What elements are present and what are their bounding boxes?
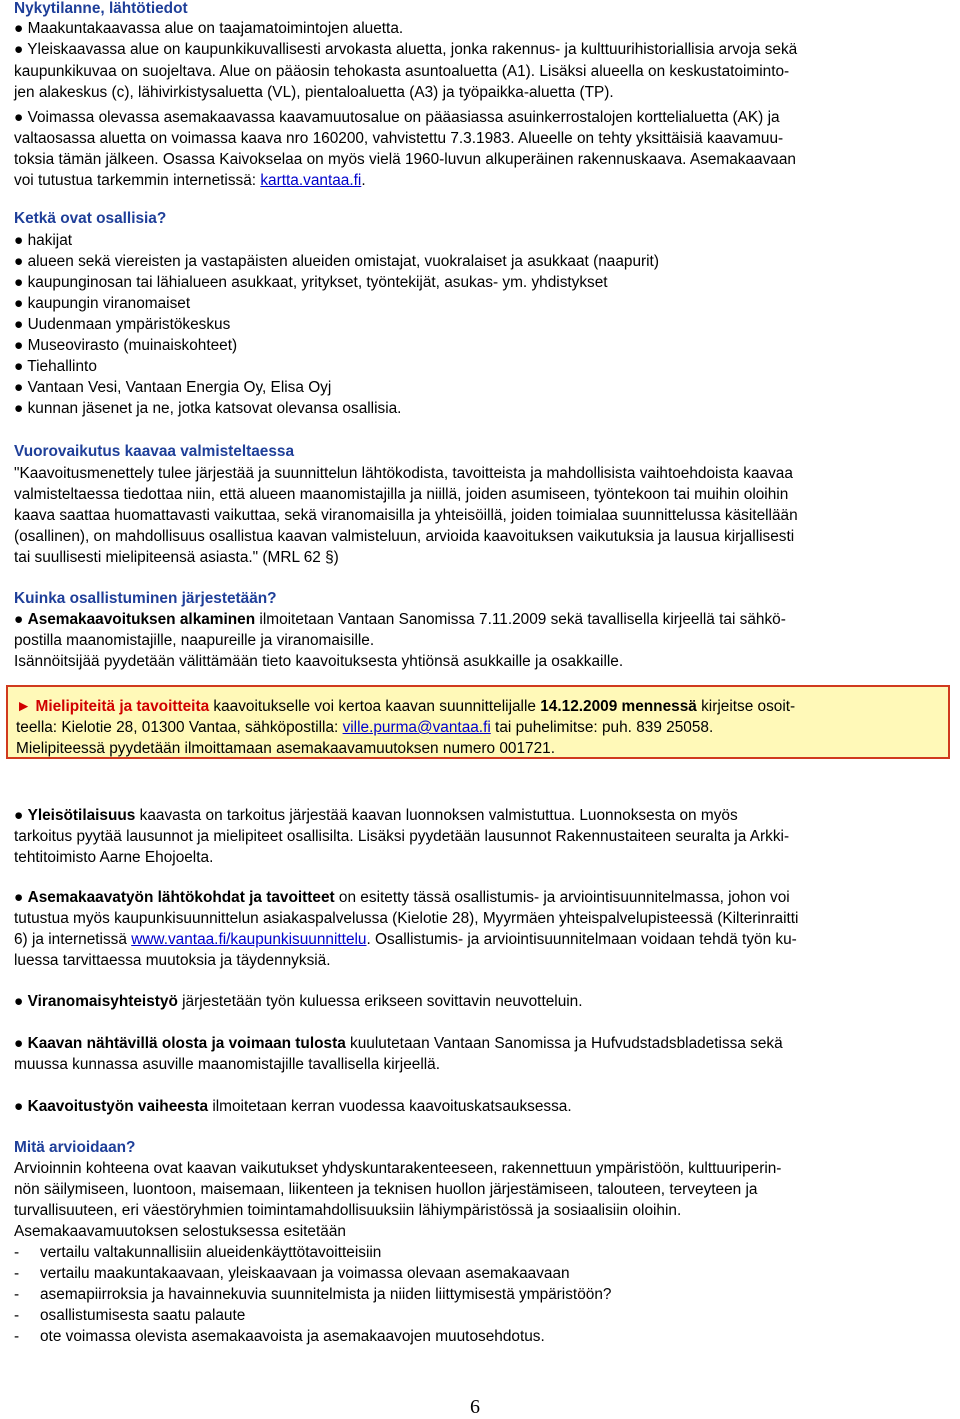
paragraph-line: jen alakeskus (c), lähivirkistysaluetta (VL), pientaloaluetta (A3) ja työpaikka-aluetta (TP).	[14, 84, 614, 101]
heading-vuorovaikutus: Vuorovaikutus kaavaa valmisteltaessa	[14, 443, 295, 460]
paragraph-line: tutustua myös kaupunkisuunnittelun asiakaspalvelussa (Kielotie 28), Myyrmäen yhteispalvelupisteessä (Kilterinraitti	[14, 910, 799, 927]
paragraph-line: toksia tämän jälkeen. Osassa Kaivokselaa on myös vielä 1960-luvun alkuperäinen rakennuskaava. Asemakaavaan	[14, 151, 796, 168]
callout-line: Mielipiteessä pyydetään ilmoittamaan asemakaavamuutoksen numero 001721.	[16, 740, 555, 757]
paragraph-line: muussa kunnassa asuville maanomistajille tavallisella kirjeellä.	[14, 1056, 441, 1073]
deadline: 14.12.2009 mennessä	[540, 698, 697, 715]
paragraph-line: ● Voimassa olevassa asemakaavassa kaavamuutosalue on pääasiassa asuinkerrostalojen korttelialuetta (AK) ja	[14, 109, 780, 126]
text-span: tai puhelimitse: puh. 839 25058.	[490, 719, 714, 736]
dash-marker: -	[14, 1265, 20, 1282]
paragraph-line: valtaosassa aluetta on voimassa kaava nro 160200, vahvistettu 7.3.1983. Alueelle on tehty yksittäisiä kaavamuu-	[14, 130, 784, 147]
text-span: kaavoitukselle voi kertoa kaavan suunnittelijalle	[209, 698, 541, 715]
quote-line: tai suullisesti mielipiteensä asiasta." (MRL 62 §)	[14, 549, 339, 566]
bold-lead: Asemakaavoituksen alkaminen	[27, 611, 256, 628]
list-item: ● Uudenmaan ympäristökeskus	[14, 316, 231, 333]
heading-osallistuminen: Kuinka osallistuminen järjestetään?	[14, 590, 277, 607]
dash-item-text: asemapiirroksia ja havainnekuvia suunnitelmista ja niiden liittymisestä ympäristöön?	[40, 1286, 612, 1303]
list-item: ● Tiehallinto	[14, 358, 97, 375]
text-span: voi tutustua tarkemmin internetissä:	[14, 172, 261, 189]
dash-item-text: vertailu maakuntakaavaan, yleiskaavaan ja voimassa olevaan asemakaavaan	[40, 1265, 570, 1282]
bold-lead: Viranomaisyhteistyö	[27, 993, 178, 1010]
paragraph-line	[14, 610, 786, 630]
paragraph-line	[14, 1034, 783, 1054]
text-span: ilmoitetaan kerran vuodessa kaavoituskatsauksessa.	[208, 1098, 572, 1115]
email-link[interactable]: ville.purma@vantaa.fi	[342, 719, 491, 736]
text-span: ilmoitetaan Vantaan Sanomissa 7.11.2009 sekä tavallisella kirjeellä tai sähkö-	[255, 611, 786, 628]
quote-line: kaava saattaa huomattavasti vaikuttaa, sekä viranomaisilla ja yhteisöillä, joiden toimialaa suunnittelussa käsitellään	[14, 507, 798, 524]
kartta-link[interactable]: kartta.vantaa.fi	[260, 172, 362, 189]
dash-marker: -	[14, 1307, 20, 1324]
paragraph-line: kaupunkikuvaa on suojeltava. Alue on pääosin tehokasta asuntoaluetta (A1). Lisäksi alueella on keskustatoiminto-	[14, 63, 790, 80]
text-span: teella: Kielotie 28, 01300 Vantaa, sähköpostilla:	[16, 719, 343, 736]
bold-lead: Kaavan nähtävillä olosta ja voimaan tulosta	[27, 1035, 346, 1052]
list-item: ● Museovirasto (muinaiskohteet)	[14, 337, 238, 354]
page-number: 6	[470, 1396, 480, 1418]
quote-line: "Kaavoitusmenettely tulee järjestää ja suunnittelun lähtökodista, tavoitteista ja mahdollisista vaihtoehdoista kaavaa	[14, 465, 793, 482]
bullet: ●	[14, 807, 28, 824]
bullet: ●	[14, 1098, 28, 1115]
paragraph-line	[14, 1097, 572, 1117]
dash-item	[14, 1285, 611, 1305]
list-item: ● kaupunginosan tai lähialueen asukkaat, yritykset, työntekijät, asukas- ym. yhdistykset	[14, 274, 608, 291]
text-span: on esitetty tässä osallistumis- ja arviointisuunnitelmassa, johon voi	[334, 889, 790, 906]
paragraph-line: postilla maanomistajille, naapureille ja viranomaisille.	[14, 632, 375, 649]
text-span: kuulutetaan Vantaan Sanomissa ja Hufvudstadsbladetissa sekä	[345, 1035, 783, 1052]
paragraph-line: Isännöitsijää pyydetään välittämään tieto kaavoituksesta yhtiönsä asukkaille ja osakkaille.	[14, 653, 624, 670]
list-item: ● alueen sekä viereisten ja vastapäisten alueiden omistajat, vuokralaiset ja asukkaat (naapurit)	[14, 253, 659, 270]
paragraph-line: luessa tarvittaessa muutoksia ja täydennyksiä.	[14, 952, 331, 969]
kaupunkisuunnittelu-link[interactable]: www.vantaa.fi/kaupunkisuunnittelu	[131, 931, 367, 948]
bullet: ●	[14, 993, 28, 1010]
paragraph-line: tarkoitus pyytää lausunnot ja mielipiteet osallisilta. Lisäksi pyydetään lausunnot Rakennustaiteen seuralta ja Arkki-	[14, 828, 790, 845]
paragraph-line: tehtitoimisto Aarne Ehojoelta.	[14, 849, 214, 866]
list-item: ● hakijat	[14, 232, 73, 249]
list-item: ● kunnan jäsenet ja ne, jotka katsovat olevansa osallisia.	[14, 400, 402, 417]
heading-osalliset: Ketkä ovat osallisia?	[14, 210, 167, 227]
dash-item	[14, 1243, 381, 1263]
list-item: ● kaupungin viranomaiset	[14, 295, 191, 312]
dash-item-text: ote voimassa olevista asemakaavoista ja asemakaavojen muutosehdotus.	[40, 1328, 545, 1345]
paragraph-line: ● Yleiskaavassa alue on kaupunkikuvallisesti arvokasta aluetta, jonka rakennus- ja kulttuurihistoriallisia arvoja sekä	[14, 41, 798, 58]
dash-marker: -	[14, 1328, 20, 1345]
text-span: järjestetään työn kuluessa erikseen sovittavin neuvotteluin.	[177, 993, 583, 1010]
paragraph-line	[14, 930, 797, 950]
paragraph-line: ● Maakuntakaavassa alue on taajamatoimintojen aluetta.	[14, 20, 404, 37]
text-span: 6) ja internetissä	[14, 931, 132, 948]
bullet: ●	[14, 1035, 28, 1052]
paragraph-line: nön säilymiseen, luontoon, maisemaan, liikenteen ja teknisen huollon järjestämiseen, talouteen, terveyteen ja	[14, 1181, 758, 1198]
text-span: kirjeitse osoit-	[696, 698, 796, 715]
bold-lead: Yleisötilaisuus	[27, 807, 136, 824]
bullet: ●	[14, 611, 28, 628]
paragraph-line	[14, 171, 366, 191]
quote-line: valmisteltaessa tiedottaa niin, että alueen maanomistajilla ja niillä, joiden asumiseen, työntekoon tai muihin oloihin	[14, 486, 789, 503]
paragraph-line: turvallisuuteen, eri väestöryhmien toimintamahdollisuuksiin lähiympäristössä ja sosiaalisiin oloihin.	[14, 1202, 682, 1219]
paragraph-line: Asemakaavamuutoksen selostuksessa esitetään	[14, 1223, 346, 1240]
feedback-callout-box	[6, 685, 950, 759]
paragraph-line	[14, 888, 790, 908]
dash-item-text: osallistumisesta saatu palaute	[40, 1307, 246, 1324]
dash-item	[14, 1306, 245, 1326]
paragraph-line	[14, 992, 583, 1012]
callout-line	[16, 697, 795, 717]
dash-item-text: vertailu valtakunnallisiin alueidenkäyttötavoitteisiin	[40, 1244, 382, 1261]
dash-marker: -	[14, 1244, 20, 1261]
bold-lead: Asemakaavatyön lähtökohdat ja tavoitteet	[27, 889, 335, 906]
paragraph-line: Arvioinnin kohteena ovat kaavan vaikutukset yhdyskuntarakenteeseen, rakennettuun ympäristöön, kulttuuriperin-	[14, 1160, 782, 1177]
dash-item	[14, 1264, 570, 1284]
paragraph-line	[14, 806, 738, 826]
text-span: kaavasta on tarkoitus järjestää kaavan luonnoksen valmistuttua. Luonnoksesta on myös	[135, 807, 738, 824]
quote-line: (osallinen), on mahdollisuus osallistua kaavan valmisteluun, arvioida kaavoituksen vaikutuksia ja lausua kirjallisesti	[14, 528, 795, 545]
arrow-right-icon: ►	[16, 698, 32, 715]
callout-red-lead: Mielipiteitä ja tavoitteita	[35, 698, 210, 715]
callout-line	[16, 718, 713, 738]
dash-item	[14, 1327, 545, 1347]
heading-arvioidaan: Mitä arvioidaan?	[14, 1139, 136, 1156]
list-item: ● Vantaan Vesi, Vantaan Energia Oy, Elisa Oyj	[14, 379, 332, 396]
bullet: ●	[14, 889, 28, 906]
heading-nykytilanne: Nykytilanne, lähtötiedot	[14, 0, 188, 17]
bold-lead: Kaavoitustyön vaiheesta	[27, 1098, 209, 1115]
text-span: . Osallistumis- ja arviointisuunnitelmaan voidaan tehdä työn ku-	[366, 931, 797, 948]
text-span: .	[361, 172, 366, 189]
dash-marker: -	[14, 1286, 20, 1303]
